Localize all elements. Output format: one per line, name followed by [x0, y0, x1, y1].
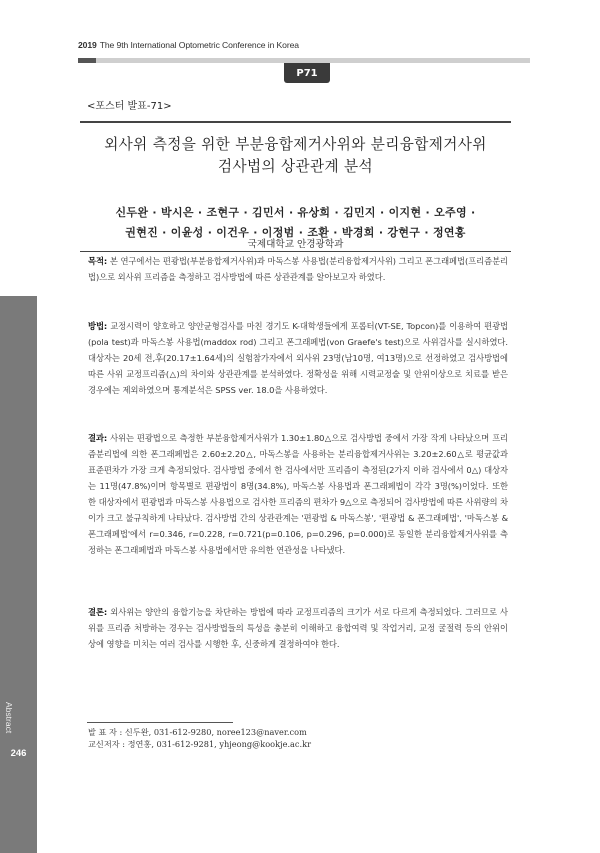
poster-label: <포스터 발표-71> — [87, 101, 172, 112]
section-conclusion — [88, 604, 508, 652]
title-line-1: 외사위 측정을 위한 부분융합제거사위와 분리융합제거사위 — [104, 136, 487, 153]
section-result — [88, 430, 508, 558]
side-tab-label: Abstract — [4, 702, 14, 734]
running-header — [78, 40, 299, 50]
section-text: 교정시력이 양호하고 양안균형검사를 마친 경기도 K-대학생들에게 포롭터(VT-SE, Topcon)를 이용하여 편광법(pola test)과 마독스봉 사용법(maddox rod) 그리고 폰그래페법(von Graefe's test)으로 사위검사를 실시하였다. 대상자는 20세 전,후(20.17±1.64세)의 실험참가자에서 외사위 23명(남10명, 여13명)으로 선정하였고 검사방법에 따른 사위 교정프리즘(△)의 차이와 상관관계를 분석하였다. 정확성을 위해 시력교정술 및 안위이상으로 치료를 받은 경우에는 제외하였으며 통계분석은 SPSS ver. 18.0을 사용하였다. — [88, 321, 508, 395]
section-text: 본 연구에서는 편광법(부분융합제거사위)과 마독스봉 사용법(분리융합제거사위) 그리고 폰그래페법(프리즘분리법)으로 외사위 프리즘을 측정하고 검사방법에 따른 상관관계를 알아보고자 하였다. — [88, 256, 508, 282]
section-text: 외사위는 양안의 융합기능을 차단하는 방법에 따라 교정프리즘의 크기가 서로 다르게 측정되었다. 그러므로 사위를 프리즘 처방하는 경우는 검사방법들의 특성을 충분히 이해하고 융합여력 및 작업거리, 교정 굴절력 등의 안위이상에 영향을 미치는 여러 검사를 시행한 후, 신중하게 결정하여야 한다. — [88, 607, 508, 649]
contact-footnote — [88, 726, 311, 750]
header-conference: The 9th International Optometric Conference in Korea — [99, 40, 299, 50]
header-bar-accent — [78, 58, 96, 63]
paper-title — [80, 134, 511, 178]
title-line-2: 검사법의 상관관계 분석 — [217, 158, 374, 175]
section-label: 결과: — [88, 433, 108, 443]
side-tab — [0, 296, 37, 853]
poster-number-tag: P71 — [284, 63, 330, 83]
section-method — [88, 318, 508, 398]
affiliation: 국제대학교 안경광학과 — [247, 239, 344, 250]
section-label: 목적: — [88, 256, 108, 266]
footnote-rule — [87, 722, 233, 723]
section-purpose — [88, 253, 508, 285]
authors-line-2: 권현진 · 이윤성 · 이건우 · 이정범 · 조환 · 박경희 · 강현구 · 정연홍 — [125, 226, 466, 239]
header-year: 2019 — [78, 40, 97, 50]
authors-line-1: 신두완 · 박시은 · 조현구 · 김민서 · 유상희 · 김민지 · 이지현 · 오주영 · — [115, 206, 476, 219]
presenter-contact: 발 표 자 : 신두완, 031-612-9280, noree123@naver.com — [88, 727, 307, 737]
section-text: 사위는 편광법으로 측정한 부분융합제거사위가 1.30±1.80△으로 검사방법 중에서 가장 작게 나타났으며 프리즘분리법에 의한 폰그래페법은 2.60±2.20△, 마독스봉을 사용하는 분리융합제거사위는 3.20±2.60△로 평균값과 표준편차가 가장 크게 측정되었다. 검사방법 중에서 한 검사에서만 프리즘이 측정된(2가지 이하 검사에서 0△) 대상자는 11명(47.8%)이며 항목별로 편광법이 8명(34.8%), 마독스봉 사용법과 폰그래페법이 각각 3명(%)이었다. 또한 한 대상자에서 편광법과 마독스봉 사용법으로 검사한 프리즘의 편차가 9△으로 측정되어 검사방법에 따른 사위량의 차이가 크고 불규칙하게 나타났다. 검사방법 간의 상관관계는 '편광법 & 마독스봉', '편광법 & 폰그래페법', '마독스봉 & 폰그래페법'에서 r=0.346, r=0.228, r=0.721(p=0.106, p=0.296, p=0.000)로 동일한 분리융합제거사위를 측정하는 폰그래페법과 마독스봉 사용법에서만 유의한 연관성을 나타냈다. — [88, 433, 508, 555]
page-number: 246 — [10, 748, 27, 759]
section-label: 방법: — [88, 321, 108, 331]
section-label: 결론: — [88, 607, 108, 617]
title-top-rule — [80, 121, 511, 123]
affiliation-rule — [80, 251, 511, 252]
corresponding-contact: 교신저자 : 정연홍, 031-612-9281, yhjeong@kookje.ac.kr — [88, 739, 311, 749]
